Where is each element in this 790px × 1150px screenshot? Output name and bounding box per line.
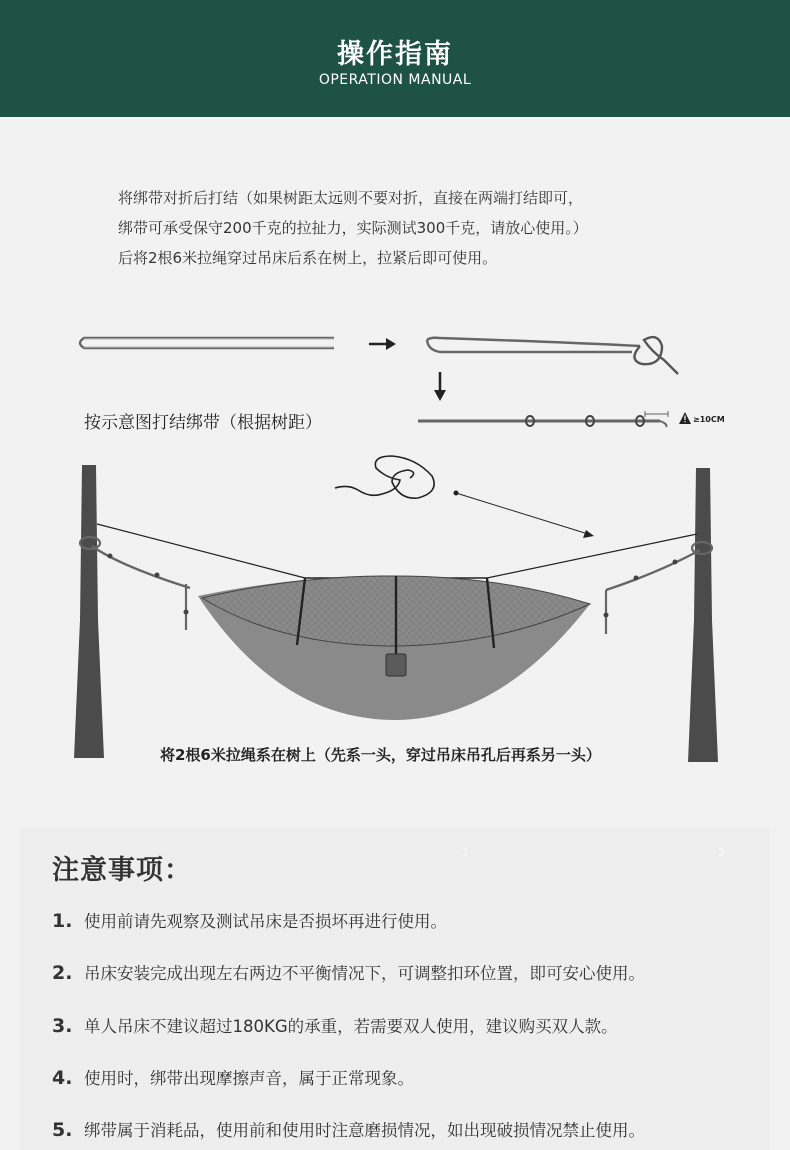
- right-tree-illustration: [688, 468, 718, 762]
- intro-line: 将绑带对折后打结（如果树距太远则不要对折，直接在两端打结即可，: [118, 189, 584, 207]
- left-tree-illustration: [74, 465, 104, 758]
- note-number: 1.: [52, 910, 73, 932]
- distance-label: ≥10CM: [693, 415, 725, 424]
- note-item: [52, 960, 645, 984]
- note-text: 单人吊床不建议超过180KG的承重，若需要双人使用，建议购买双人款。: [84, 1017, 618, 1036]
- knotted-strap-illustration: [427, 337, 678, 374]
- arrow-down-icon: [434, 372, 446, 401]
- note-number: 5.: [52, 1119, 73, 1141]
- ghost-mark: 1: [462, 846, 469, 859]
- intro-text: [118, 183, 718, 273]
- note-text: 使用时，绑带出现摩擦声音，属于正常现象。: [84, 1069, 414, 1088]
- note-text: 吊床安装完成出现左右两边不平衡情况下，可调整扣环位置，即可安心使用。: [84, 964, 645, 983]
- note-number: 4.: [52, 1067, 73, 1089]
- pointer-arrow-icon: [454, 491, 595, 539]
- warning-icon: [679, 412, 691, 424]
- note-item: [52, 908, 447, 932]
- header-banner: [0, 0, 790, 117]
- intro-line: 后将2根6米拉绳穿过吊床后系在树上，拉紧后即可使用。: [118, 249, 498, 267]
- hang-caption: 将2根6米拉绳系在树上（先系一头，穿过吊床吊孔后再系另一头）: [160, 746, 601, 764]
- notes-title: 注意事项：: [52, 855, 192, 886]
- hammock-diagram: [0, 300, 790, 800]
- page-title: 操作指南: [337, 39, 453, 70]
- ghost-mark: 2: [718, 846, 725, 859]
- arrow-right-icon: [369, 338, 396, 350]
- note-number: 3.: [52, 1015, 73, 1037]
- note-item: [52, 1013, 618, 1037]
- note-item: [52, 1117, 645, 1141]
- tree-strap: [80, 537, 712, 554]
- note-number: 2.: [52, 962, 73, 984]
- strap-with-knots-illustration: [418, 411, 668, 427]
- coiled-rope-illustration: [335, 456, 434, 498]
- note-text: 使用前请先观察及测试吊床是否损坏再进行使用。: [84, 912, 447, 931]
- page-subtitle: OPERATION MANUAL: [318, 72, 472, 88]
- knot-caption: 按示意图打结绑带（根据树距）: [84, 413, 322, 433]
- hammock-illustration: [198, 576, 590, 720]
- folded-strap-illustration: [80, 338, 334, 348]
- note-item: [52, 1065, 414, 1089]
- note-text: 绑带属于消耗品，使用前和使用时注意磨损情况，如出现破损情况禁止使用。: [84, 1121, 645, 1140]
- intro-line: 绑带可承受保守200千克的拉扯力，实际测试300千克，请放心使用。）: [118, 219, 588, 237]
